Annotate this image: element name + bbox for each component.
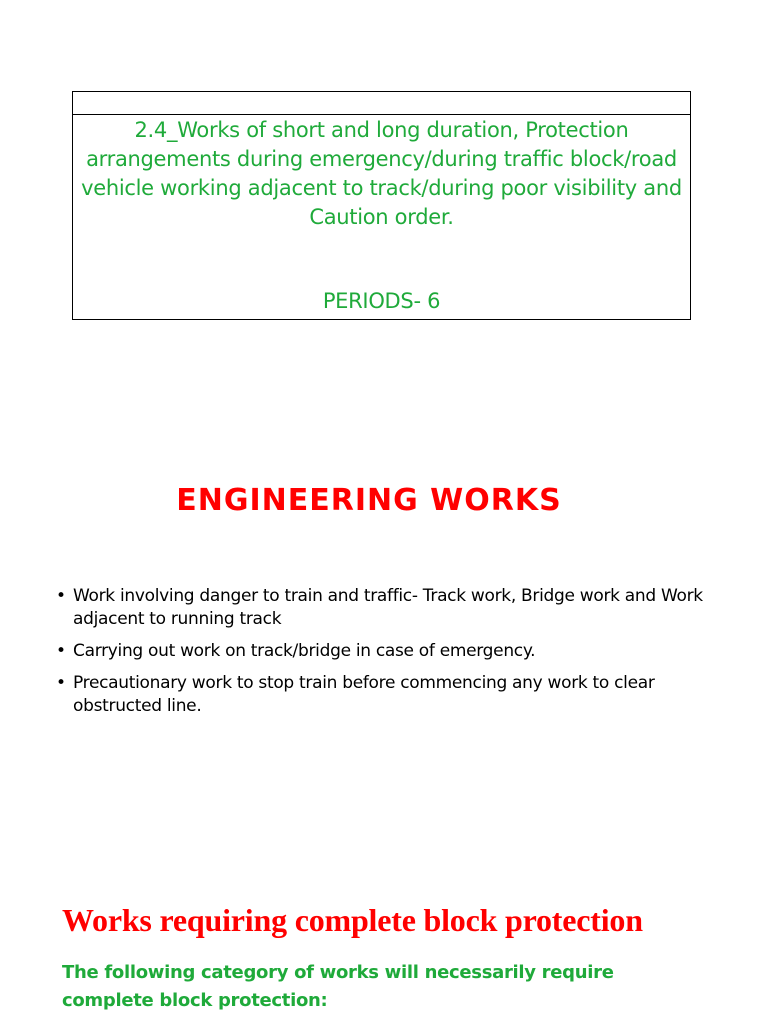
bullet-text: Carrying out work on track/bridge in case of emergency. [73, 641, 536, 661]
block-protection-intro: The following category of works will necessarily require complete block protection: [62, 962, 614, 1011]
block-protection-heading: Works requiring complete block protection [62, 902, 643, 938]
bullet-text: Precautionary work to stop train before commencing any work to clear obstructed line. [73, 673, 655, 716]
title-box [72, 91, 691, 320]
topic-title: 2.4_Works of short and long duration, Protection arrangements during emergency/during traffic block/road vehicle working adjacent to track/during poor visibility and Caution order. [81, 118, 682, 229]
periods-label: PERIODS- 6 [322, 289, 441, 313]
bullet-icon: • [56, 586, 66, 606]
bullet-item [52, 672, 712, 718]
bullet-icon: • [56, 673, 66, 693]
bullet-item [52, 585, 712, 631]
title-box-divider [73, 114, 690, 115]
bullet-item [52, 640, 712, 663]
bullet-list [52, 585, 712, 727]
engineering-works-heading: ENGINEERING WORKS [176, 483, 562, 518]
bullet-icon: • [56, 641, 66, 661]
bullet-text: Work involving danger to train and traffic- Track work, Bridge work and Work adjacent to running track [73, 586, 703, 629]
